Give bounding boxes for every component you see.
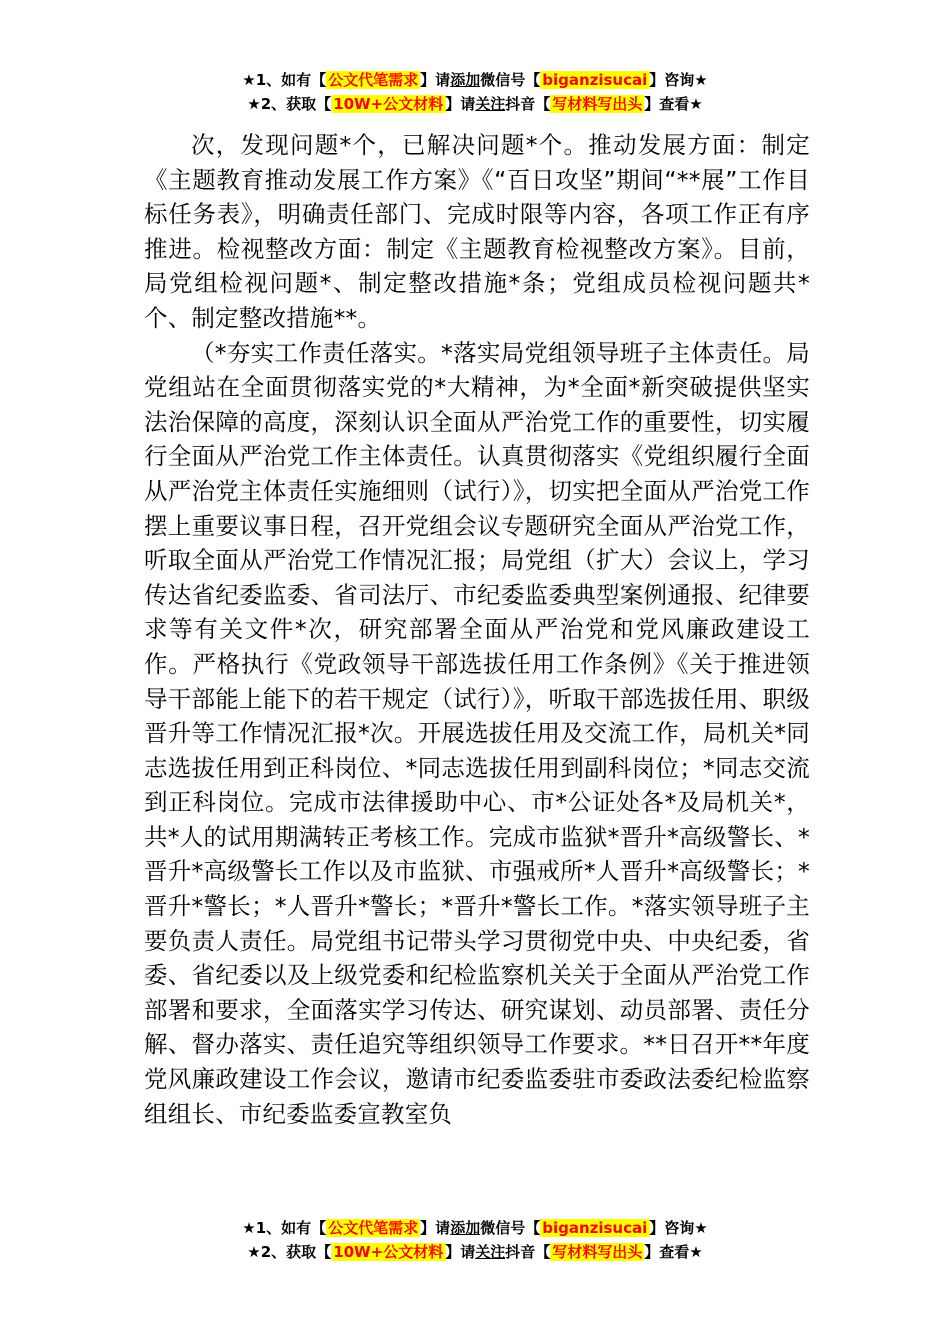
header-2-emphasis: 关注	[475, 95, 506, 113]
footer-line-2	[0, 1240, 950, 1264]
footer-1-mid: 】请	[420, 1219, 451, 1237]
header-2-mid2: 抖音【	[505, 95, 551, 113]
header-2-mid: 】请	[445, 95, 476, 113]
header-1-emphasis: 添加	[450, 71, 481, 89]
footer-2-emphasis: 关注	[475, 1243, 506, 1261]
footer-2-highlight-materials: 10W+公文材料	[333, 1243, 444, 1261]
header-2-highlight-douyin: 写材料写出头	[552, 95, 643, 113]
footer-2-mid2: 抖音【	[505, 1243, 551, 1261]
footer-2-highlight-douyin: 写材料写出头	[552, 1243, 643, 1261]
header-2-prefix: ★2、获取【	[247, 95, 332, 113]
footer-banner	[0, 1216, 950, 1264]
footer-1-mid2: 微信号【	[480, 1219, 541, 1237]
footer-1-suffix: 】咨询★	[649, 1219, 708, 1237]
footer-1-emphasis: 添加	[450, 1219, 481, 1237]
body-paragraph-2: （*夯实工作责任落实。*落实局党组领导班子主体责任。局党组站在全面贯彻落实党的*大精神，为*全面*新突破提供坚实法治保障的高度，深刻认识全面从严治党工作的重要性，切实履行全面从严治党工作主体责任。认真贯彻落实《党组织履行全面从严治党主体责任实施细则（试行）》，切实把全面从严治党工作摆上重要议事日程，召开党组会议专题研究全面从严治党工作，听取全面从严治党工作情况汇报；局党组（扩大）会议上，学习传达省纪委监委、省司法厅、市纪委监委典型案例通报、纪律要求等有关文件*次，研究部署全面从严治党和党风廉政建设工作。严格执行《党政领导干部选拔任用工作条例》《关于推进领导干部能上能下的若干规定（试行）》，听取干部选拔任用、职级晋升等工作情况汇报*次。开展选拔任用及交流工作，局机关*同志选拔任用到正科岗位、*同志选拔任用到副科岗位；*同志交流到正科岗位。完成市法律援助中心、市*公证处各*及局机关*，共*人的试用期满转正考核工作。完成市监狱*晋升*高级警长、*晋升*高级警长工作以及市监狱、市强戒所*人晋升*高级警长；*晋升*警长；*人晋升*警长；*晋升*警长工作。*落实领导班子主要负责人责任。局党组书记带头学习贯彻党中央、中央纪委，省委、省纪委以及上级党委和纪检监察机关关于全面从严治党工作部署和要求，全面落实学习传达、研究谋划、动员部署、责任分解、督办落实、责任追究等组织领导工作要求。**日召开**年度党风廉政建设工作会议，邀请市纪委监委驻市委政法委纪检监察组组长、市纪委监委宣教室负	[144, 338, 810, 1128]
footer-line-1	[0, 1216, 950, 1240]
footer-1-prefix: ★1、如有【	[242, 1219, 327, 1237]
footer-1-highlight-wechat: biganzisucai	[542, 1219, 648, 1237]
header-banner	[0, 68, 950, 116]
header-2-highlight-materials: 10W+公文材料	[333, 95, 444, 113]
header-1-highlight-wechat: biganzisucai	[542, 71, 648, 89]
header-2-suffix: 】查看★	[644, 95, 703, 113]
footer-2-prefix: ★2、获取【	[247, 1243, 332, 1261]
header-1-mid2: 微信号【	[480, 71, 541, 89]
header-1-suffix: 】咨询★	[649, 71, 708, 89]
header-1-highlight-service: 公文代笔需求	[328, 71, 419, 89]
header-1-prefix: ★1、如有【	[242, 71, 327, 89]
header-line-2	[0, 92, 950, 116]
footer-1-highlight-service: 公文代笔需求	[328, 1219, 419, 1237]
header-1-mid: 】请	[420, 71, 451, 89]
document-body	[144, 128, 810, 1131]
header-line-1	[0, 68, 950, 92]
body-paragraph-1: 次，发现问题*个，已解决问题*个。推动发展方面：制定《主题教育推动发展工作方案》《“百日攻坚”期间“**展”工作目标任务表》，明确责任部门、完成时限等内容，各项工作正有序推进。检视整改方面：制定《主题教育检视整改方案》。目前，局党组检视问题*、制定整改措施*条；党组成员检视问题共*个、制定整改措施**。	[144, 131, 810, 332]
footer-2-suffix: 】查看★	[644, 1243, 703, 1261]
footer-2-mid: 】请	[445, 1243, 476, 1261]
